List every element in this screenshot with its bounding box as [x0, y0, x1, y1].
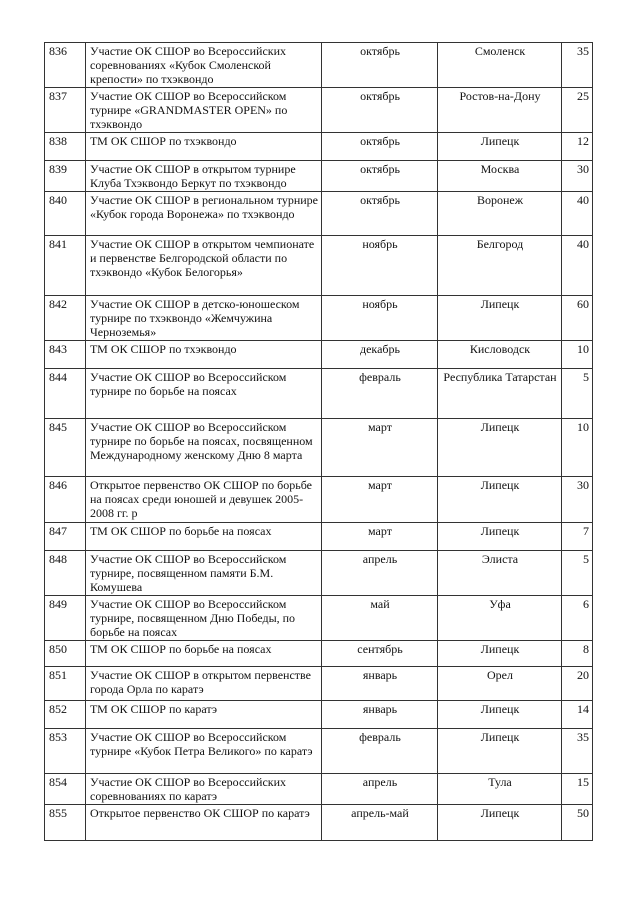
event-place: Липецк	[438, 641, 562, 667]
row-number: 855	[45, 805, 86, 841]
row-number: 846	[45, 477, 86, 523]
event-place: Элиста	[438, 551, 562, 596]
row-number: 838	[45, 133, 86, 161]
table-row	[45, 341, 593, 369]
table-row	[45, 88, 593, 133]
event-month: октябрь	[322, 133, 438, 161]
event-month: октябрь	[322, 88, 438, 133]
event-place: Липецк	[438, 477, 562, 523]
participant-count: 40	[562, 236, 593, 296]
row-number: 839	[45, 161, 86, 192]
event-place: Тула	[438, 774, 562, 805]
participant-count: 14	[562, 701, 593, 729]
event-place: Липецк	[438, 296, 562, 341]
participant-count: 20	[562, 667, 593, 701]
event-name: Участие ОК СШОР во Всероссийских соревнованиях по каратэ	[86, 774, 322, 805]
participant-count: 35	[562, 43, 593, 88]
row-number: 836	[45, 43, 86, 88]
row-number: 844	[45, 369, 86, 419]
event-place: Кисловодск	[438, 341, 562, 369]
event-name: Участие ОК СШОР во Всероссийском турнире по борьбе на поясах	[86, 369, 322, 419]
event-place: Уфа	[438, 596, 562, 641]
event-place: Смоленск	[438, 43, 562, 88]
table-row	[45, 369, 593, 419]
event-month: апрель	[322, 774, 438, 805]
participant-count: 5	[562, 369, 593, 419]
row-number: 849	[45, 596, 86, 641]
event-month: сентябрь	[322, 641, 438, 667]
event-name: Участие ОК СШОР в открытом чемпионате и первенстве Белгородской области по тхэквондо «Кубок Белогорья»	[86, 236, 322, 296]
table-row	[45, 729, 593, 774]
event-place: Воронеж	[438, 192, 562, 236]
event-month: март	[322, 523, 438, 551]
row-number: 841	[45, 236, 86, 296]
row-number: 850	[45, 641, 86, 667]
event-name: Участие ОК СШОР в детско-юношеском турнире по тхэквондо «Жемчужина Черноземья»	[86, 296, 322, 341]
event-name: Участие ОК СШОР во Всероссийском турнире, посвященном памяти Б.М. Комушева	[86, 551, 322, 596]
event-month: январь	[322, 701, 438, 729]
table-row	[45, 477, 593, 523]
row-number: 842	[45, 296, 86, 341]
row-number: 853	[45, 729, 86, 774]
table-row	[45, 161, 593, 192]
table-row	[45, 296, 593, 341]
event-place: Москва	[438, 161, 562, 192]
event-name: Участие ОК СШОР во Всероссийском турнире «Кубок Петра Великого» по каратэ	[86, 729, 322, 774]
event-month: октябрь	[322, 43, 438, 88]
table-row	[45, 667, 593, 701]
table-row	[45, 774, 593, 805]
participant-count: 60	[562, 296, 593, 341]
participant-count: 8	[562, 641, 593, 667]
event-name: Открытое первенство ОК СШОР по борьбе на поясах среди юношей и девушек 2005-2008 гг. р	[86, 477, 322, 523]
event-month: ноябрь	[322, 236, 438, 296]
event-place: Липецк	[438, 419, 562, 477]
table-row	[45, 641, 593, 667]
row-number: 854	[45, 774, 86, 805]
participant-count: 15	[562, 774, 593, 805]
event-name: ТМ ОК СШОР по каратэ	[86, 701, 322, 729]
event-month: декабрь	[322, 341, 438, 369]
event-place: Белгород	[438, 236, 562, 296]
event-place: Липецк	[438, 701, 562, 729]
event-month: ноябрь	[322, 296, 438, 341]
event-name: ТМ ОК СШОР по тхэквондо	[86, 133, 322, 161]
participant-count: 10	[562, 419, 593, 477]
event-month: февраль	[322, 369, 438, 419]
participant-count: 35	[562, 729, 593, 774]
table-row	[45, 523, 593, 551]
participant-count: 25	[562, 88, 593, 133]
event-place: Липецк	[438, 805, 562, 841]
event-place: Липецк	[438, 729, 562, 774]
event-name: Участие ОК СШОР в открытом первенстве города Орла по каратэ	[86, 667, 322, 701]
event-place: Липецк	[438, 523, 562, 551]
table-row	[45, 805, 593, 841]
participant-count: 40	[562, 192, 593, 236]
event-place: Орел	[438, 667, 562, 701]
event-month: февраль	[322, 729, 438, 774]
event-place: Республика Татарстан	[438, 369, 562, 419]
event-name: Участие ОК СШОР в региональном турнире «Кубок города Воронежа» по тхэквондо	[86, 192, 322, 236]
event-month: апрель	[322, 551, 438, 596]
participant-count: 6	[562, 596, 593, 641]
row-number: 852	[45, 701, 86, 729]
participant-count: 10	[562, 341, 593, 369]
event-name: Участие ОК СШОР во Всероссийском турнире, посвященном Дню Победы, по борьбе на поясах	[86, 596, 322, 641]
event-name: Открытое первенство ОК СШОР по каратэ	[86, 805, 322, 841]
event-month: май	[322, 596, 438, 641]
participant-count: 7	[562, 523, 593, 551]
row-number: 843	[45, 341, 86, 369]
row-number: 847	[45, 523, 86, 551]
table-row	[45, 551, 593, 596]
participant-count: 30	[562, 477, 593, 523]
event-month: март	[322, 419, 438, 477]
event-place: Липецк	[438, 133, 562, 161]
table-row	[45, 701, 593, 729]
row-number: 848	[45, 551, 86, 596]
event-name: Участие ОК СШОР в открытом турнире Клуба Тхэквондо Беркут по тхэквондо	[86, 161, 322, 192]
table-row	[45, 596, 593, 641]
row-number: 837	[45, 88, 86, 133]
event-month: апрель-май	[322, 805, 438, 841]
table-row	[45, 43, 593, 88]
event-name: Участие ОК СШОР во Всероссийском турнире «GRANDMASTER OPEN» по тхэквондо	[86, 88, 322, 133]
event-name: Участие ОК СШОР во Всероссийском турнире по борьбе на поясах, посвященном Международному женскому Дню 8 марта	[86, 419, 322, 477]
table-row	[45, 236, 593, 296]
event-name: ТМ ОК СШОР по борьбе на поясах	[86, 641, 322, 667]
event-month: октябрь	[322, 192, 438, 236]
event-month: март	[322, 477, 438, 523]
event-month: январь	[322, 667, 438, 701]
table-row	[45, 133, 593, 161]
participant-count: 5	[562, 551, 593, 596]
row-number: 845	[45, 419, 86, 477]
row-number: 840	[45, 192, 86, 236]
event-name: ТМ ОК СШОР по тхэквондо	[86, 341, 322, 369]
participant-count: 12	[562, 133, 593, 161]
row-number: 851	[45, 667, 86, 701]
table-row	[45, 419, 593, 477]
event-month: октябрь	[322, 161, 438, 192]
participant-count: 30	[562, 161, 593, 192]
table-row	[45, 192, 593, 236]
event-name: ТМ ОК СШОР по борьбе на поясах	[86, 523, 322, 551]
participant-count: 50	[562, 805, 593, 841]
events-table	[44, 42, 593, 841]
event-place: Ростов-на-Дону	[438, 88, 562, 133]
event-name: Участие ОК СШОР во Всероссийских соревнованиях «Кубок Смоленской крепости» по тхэквондо	[86, 43, 322, 88]
